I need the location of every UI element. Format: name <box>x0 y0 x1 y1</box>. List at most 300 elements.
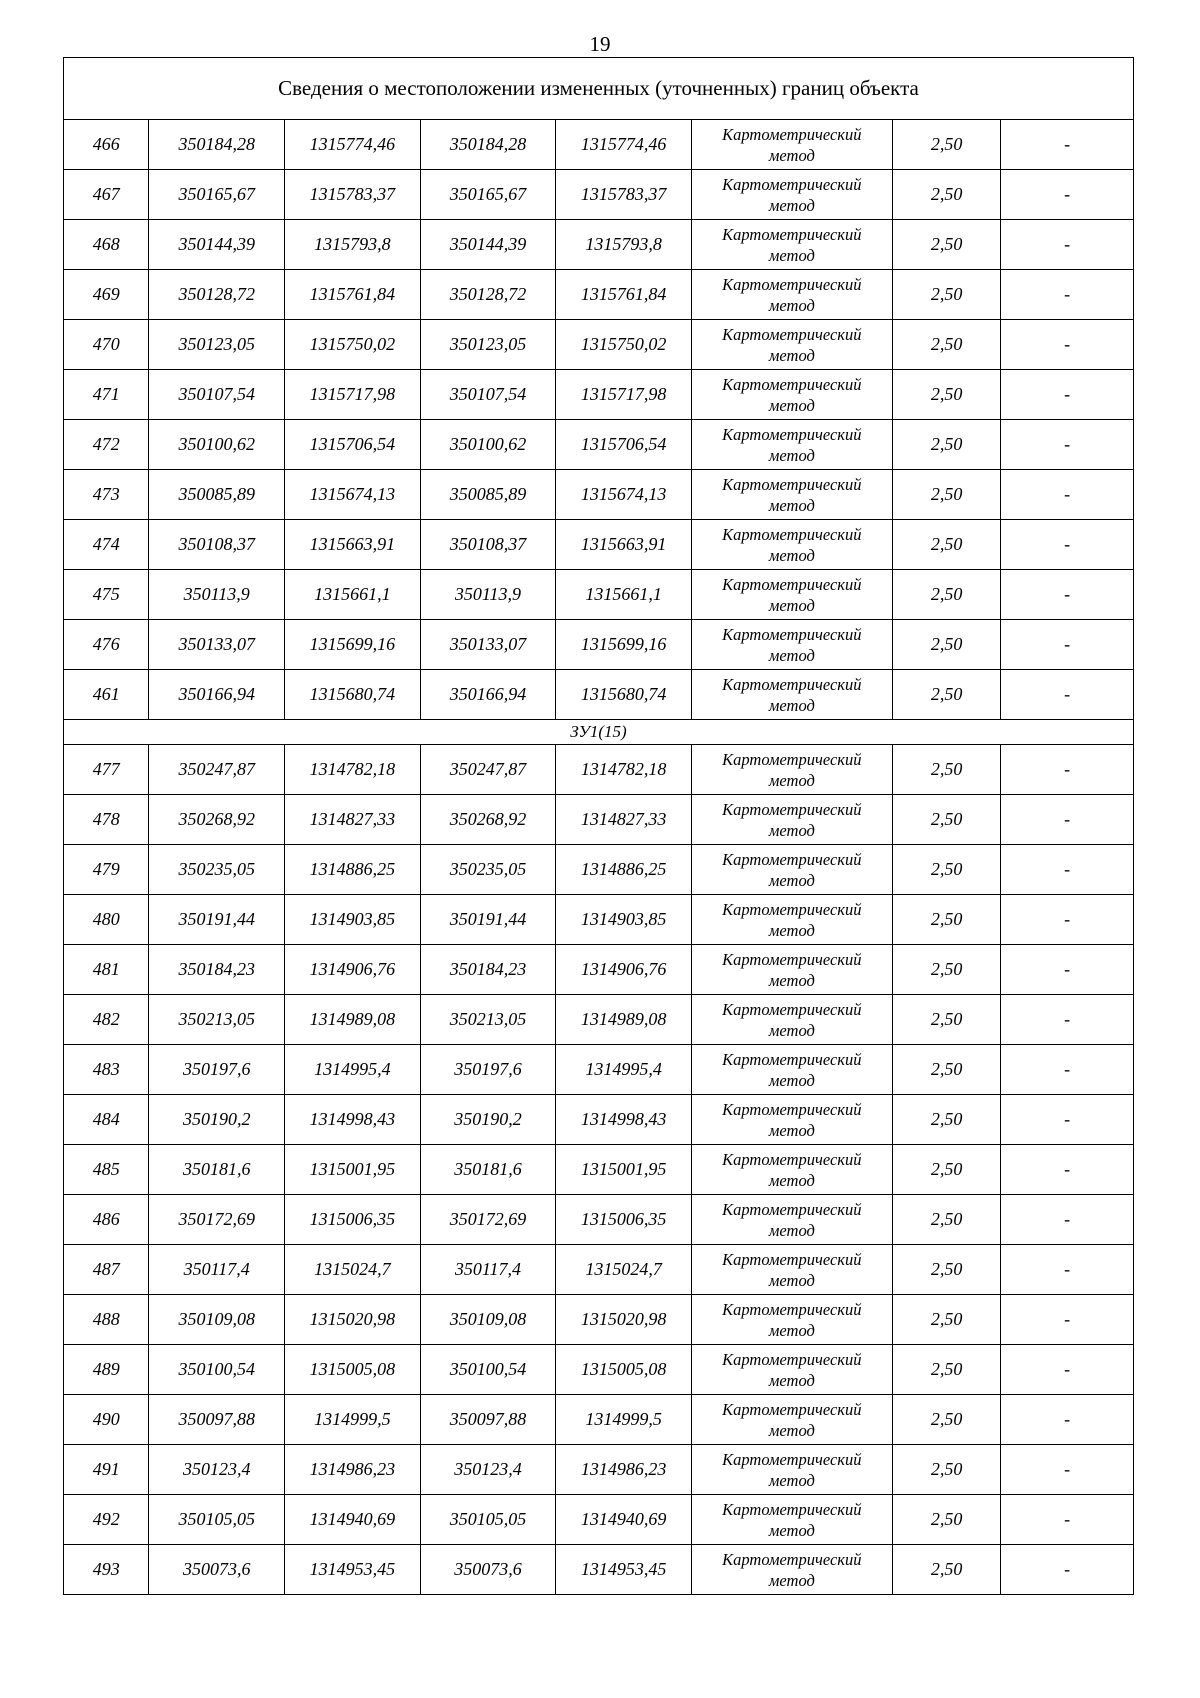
method-line-2: метод <box>768 920 815 940</box>
method-line-1: Картометрический <box>722 174 862 194</box>
method-line-2: метод <box>768 145 815 165</box>
description: - <box>1001 270 1134 320</box>
x-existing: 350073,6 <box>149 1545 285 1595</box>
accuracy: 2,50 <box>892 520 1001 570</box>
method-line-1: Картометрический <box>722 899 862 919</box>
y-existing: 1314940,69 <box>285 1495 421 1545</box>
point-number: 477 <box>64 745 149 795</box>
accuracy: 2,50 <box>892 370 1001 420</box>
table-row <box>64 1145 1134 1195</box>
table-row <box>64 520 1134 570</box>
point-number: 481 <box>64 945 149 995</box>
method-line-1: Картометрический <box>722 624 862 644</box>
accuracy: 2,50 <box>892 995 1001 1045</box>
point-number: 492 <box>64 1495 149 1545</box>
method-line-1: Картометрический <box>722 1149 862 1169</box>
description: - <box>1001 1445 1134 1495</box>
method-line-2: метод <box>768 1020 815 1040</box>
method-cell <box>691 945 892 995</box>
y-existing: 1315717,98 <box>285 370 421 420</box>
y-refined: 1315783,37 <box>556 170 692 220</box>
method-cell <box>691 570 892 620</box>
point-number: 483 <box>64 1045 149 1095</box>
x-existing: 350105,05 <box>149 1495 285 1545</box>
method-line-1: Картометрический <box>722 799 862 819</box>
method-line-1: Картометрический <box>722 1099 862 1119</box>
x-existing: 350085,89 <box>149 470 285 520</box>
description: - <box>1001 1295 1134 1345</box>
x-existing: 350213,05 <box>149 995 285 1045</box>
method-line-2: метод <box>768 770 815 790</box>
method-cell <box>691 270 892 320</box>
table-row <box>64 270 1134 320</box>
description: - <box>1001 1045 1134 1095</box>
x-existing: 350166,94 <box>149 670 285 720</box>
method-cell <box>691 620 892 670</box>
description: - <box>1001 220 1134 270</box>
point-number: 490 <box>64 1395 149 1445</box>
method-line-2: метод <box>768 1220 815 1240</box>
y-existing: 1314903,85 <box>285 895 421 945</box>
x-refined: 350247,87 <box>420 745 556 795</box>
method-line-2: метод <box>768 695 815 715</box>
y-refined: 1315706,54 <box>556 420 692 470</box>
method-line-2: метод <box>768 245 815 265</box>
table-row <box>64 1545 1134 1595</box>
table-row <box>64 945 1134 995</box>
x-existing: 350109,08 <box>149 1295 285 1345</box>
x-existing: 350113,9 <box>149 570 285 620</box>
accuracy: 2,50 <box>892 1545 1001 1595</box>
accuracy: 2,50 <box>892 1345 1001 1395</box>
point-number: 471 <box>64 370 149 420</box>
method-cell <box>691 1295 892 1345</box>
x-existing: 350268,92 <box>149 795 285 845</box>
y-existing: 1315024,7 <box>285 1245 421 1295</box>
description: - <box>1001 845 1134 895</box>
accuracy: 2,50 <box>892 1445 1001 1495</box>
accuracy: 2,50 <box>892 220 1001 270</box>
method-cell <box>691 1495 892 1545</box>
x-existing: 350190,2 <box>149 1095 285 1145</box>
y-refined: 1314903,85 <box>556 895 692 945</box>
x-refined: 350197,6 <box>420 1045 556 1095</box>
description: - <box>1001 1495 1134 1545</box>
method-cell <box>691 320 892 370</box>
table-row <box>64 120 1134 170</box>
method-line-2: метод <box>768 1270 815 1290</box>
accuracy: 2,50 <box>892 795 1001 845</box>
accuracy: 2,50 <box>892 420 1001 470</box>
y-refined: 1315024,7 <box>556 1245 692 1295</box>
group-row <box>64 720 1134 745</box>
y-refined: 1315699,16 <box>556 620 692 670</box>
table-row <box>64 1445 1134 1495</box>
y-refined: 1315793,8 <box>556 220 692 270</box>
y-existing: 1315706,54 <box>285 420 421 470</box>
y-existing: 1315793,8 <box>285 220 421 270</box>
method-line-1: Картометрический <box>722 574 862 594</box>
table-row <box>64 1295 1134 1345</box>
accuracy: 2,50 <box>892 470 1001 520</box>
description: - <box>1001 570 1134 620</box>
method-cell <box>691 220 892 270</box>
accuracy: 2,50 <box>892 895 1001 945</box>
x-existing: 350117,4 <box>149 1245 285 1295</box>
accuracy: 2,50 <box>892 670 1001 720</box>
method-cell <box>691 1445 892 1495</box>
method-line-2: метод <box>768 645 815 665</box>
method-line-2: метод <box>768 1070 815 1090</box>
method-line-2: метод <box>768 495 815 515</box>
method-line-2: метод <box>768 345 815 365</box>
table-row <box>64 1245 1134 1295</box>
point-number: 472 <box>64 420 149 470</box>
x-existing: 350100,62 <box>149 420 285 470</box>
table-row <box>64 795 1134 845</box>
point-number: 470 <box>64 320 149 370</box>
description: - <box>1001 370 1134 420</box>
x-refined: 350100,62 <box>420 420 556 470</box>
description: - <box>1001 1195 1134 1245</box>
y-existing: 1314953,45 <box>285 1545 421 1595</box>
y-existing: 1315680,74 <box>285 670 421 720</box>
description: - <box>1001 745 1134 795</box>
point-number: 484 <box>64 1095 149 1145</box>
y-refined: 1314886,25 <box>556 845 692 895</box>
x-refined: 350191,44 <box>420 895 556 945</box>
table-row <box>64 170 1134 220</box>
table-row <box>64 995 1134 1045</box>
y-existing: 1314999,5 <box>285 1395 421 1445</box>
x-existing: 350181,6 <box>149 1145 285 1195</box>
y-refined: 1314906,76 <box>556 945 692 995</box>
table-row <box>64 845 1134 895</box>
method-line-1: Картометрический <box>722 324 862 344</box>
method-line-1: Картометрический <box>722 374 862 394</box>
table-title: Сведения о местоположении измененных (уточненных) границ объекта <box>64 58 1134 120</box>
y-existing: 1314986,23 <box>285 1445 421 1495</box>
description: - <box>1001 795 1134 845</box>
y-refined: 1314999,5 <box>556 1395 692 1445</box>
y-existing: 1315774,46 <box>285 120 421 170</box>
point-number: 479 <box>64 845 149 895</box>
x-refined: 350190,2 <box>420 1095 556 1145</box>
x-existing: 350100,54 <box>149 1345 285 1395</box>
accuracy: 2,50 <box>892 745 1001 795</box>
x-existing: 350184,23 <box>149 945 285 995</box>
method-line-1: Картометрический <box>722 674 862 694</box>
method-line-1: Картометрический <box>722 1299 862 1319</box>
point-number: 489 <box>64 1345 149 1395</box>
method-line-1: Картометрический <box>722 224 862 244</box>
table-row <box>64 1395 1134 1445</box>
x-refined: 350109,08 <box>420 1295 556 1345</box>
method-line-2: метод <box>768 295 815 315</box>
table-row <box>64 570 1134 620</box>
x-existing: 350247,87 <box>149 745 285 795</box>
point-number: 476 <box>64 620 149 670</box>
method-cell <box>691 1395 892 1445</box>
x-refined: 350128,72 <box>420 270 556 320</box>
method-line-2: метод <box>768 445 815 465</box>
x-existing: 350107,54 <box>149 370 285 420</box>
y-existing: 1315663,91 <box>285 520 421 570</box>
x-refined: 350105,05 <box>420 1495 556 1545</box>
table-row <box>64 1195 1134 1245</box>
table-row <box>64 370 1134 420</box>
method-cell <box>691 1345 892 1395</box>
x-refined: 350117,4 <box>420 1245 556 1295</box>
x-refined: 350213,05 <box>420 995 556 1045</box>
method-line-1: Картометрический <box>722 424 862 444</box>
description: - <box>1001 895 1134 945</box>
point-number: 469 <box>64 270 149 320</box>
point-number: 487 <box>64 1245 149 1295</box>
method-cell <box>691 170 892 220</box>
x-existing: 350235,05 <box>149 845 285 895</box>
x-existing: 350133,07 <box>149 620 285 670</box>
y-refined: 1315761,84 <box>556 270 692 320</box>
description: - <box>1001 670 1134 720</box>
point-number: 466 <box>64 120 149 170</box>
point-number: 493 <box>64 1545 149 1595</box>
x-existing: 350123,4 <box>149 1445 285 1495</box>
x-existing: 350165,67 <box>149 170 285 220</box>
method-line-1: Картометрический <box>722 1499 862 1519</box>
table-row <box>64 320 1134 370</box>
method-line-2: метод <box>768 1420 815 1440</box>
table-row <box>64 1495 1134 1545</box>
table-row <box>64 470 1134 520</box>
x-existing: 350172,69 <box>149 1195 285 1245</box>
method-line-1: Картометрический <box>722 524 862 544</box>
accuracy: 2,50 <box>892 1295 1001 1345</box>
method-line-2: метод <box>768 545 815 565</box>
method-line-2: метод <box>768 1470 815 1490</box>
x-existing: 350108,37 <box>149 520 285 570</box>
accuracy: 2,50 <box>892 1495 1001 1545</box>
method-line-2: метод <box>768 970 815 990</box>
x-existing: 350097,88 <box>149 1395 285 1445</box>
point-number: 468 <box>64 220 149 270</box>
point-number: 478 <box>64 795 149 845</box>
y-refined: 1315774,46 <box>556 120 692 170</box>
y-existing: 1315020,98 <box>285 1295 421 1345</box>
y-refined: 1315020,98 <box>556 1295 692 1345</box>
method-cell <box>691 1545 892 1595</box>
x-refined: 350165,67 <box>420 170 556 220</box>
description: - <box>1001 1145 1134 1195</box>
method-line-1: Картометрический <box>722 1399 862 1419</box>
method-cell <box>691 1145 892 1195</box>
table-row <box>64 420 1134 470</box>
boundary-coordinates-table <box>63 57 1134 1595</box>
table-row <box>64 1345 1134 1395</box>
y-existing: 1315006,35 <box>285 1195 421 1245</box>
x-refined: 350184,28 <box>420 120 556 170</box>
method-line-2: метод <box>768 1170 815 1190</box>
method-line-1: Картометрический <box>722 124 862 144</box>
description: - <box>1001 1545 1134 1595</box>
description: - <box>1001 170 1134 220</box>
accuracy: 2,50 <box>892 120 1001 170</box>
method-cell <box>691 795 892 845</box>
table-row <box>64 670 1134 720</box>
y-existing: 1314989,08 <box>285 995 421 1045</box>
method-line-1: Картометрический <box>722 1249 862 1269</box>
y-existing: 1314998,43 <box>285 1095 421 1145</box>
description: - <box>1001 945 1134 995</box>
x-refined: 350107,54 <box>420 370 556 420</box>
x-existing: 350184,28 <box>149 120 285 170</box>
method-cell <box>691 845 892 895</box>
method-line-2: метод <box>768 395 815 415</box>
method-cell <box>691 1095 892 1145</box>
y-refined: 1315005,08 <box>556 1345 692 1395</box>
method-line-2: метод <box>768 195 815 215</box>
table-row <box>64 1045 1134 1095</box>
table-body <box>64 58 1134 1595</box>
table-row <box>64 620 1134 670</box>
method-line-1: Картометрический <box>722 749 862 769</box>
x-refined: 350100,54 <box>420 1345 556 1395</box>
table-row <box>64 1095 1134 1145</box>
point-number: 486 <box>64 1195 149 1245</box>
x-existing: 350191,44 <box>149 895 285 945</box>
y-refined: 1314782,18 <box>556 745 692 795</box>
x-refined: 350184,23 <box>420 945 556 995</box>
description: - <box>1001 1345 1134 1395</box>
description: - <box>1001 1245 1134 1295</box>
x-existing: 350144,39 <box>149 220 285 270</box>
method-line-2: метод <box>768 1120 815 1140</box>
y-existing: 1315005,08 <box>285 1345 421 1395</box>
x-existing: 350197,6 <box>149 1045 285 1095</box>
table-row <box>64 895 1134 945</box>
y-existing: 1315750,02 <box>285 320 421 370</box>
y-existing: 1314995,4 <box>285 1045 421 1095</box>
page-number: 19 <box>589 32 611 56</box>
method-line-1: Картометрический <box>722 949 862 969</box>
accuracy: 2,50 <box>892 1195 1001 1245</box>
y-existing: 1314906,76 <box>285 945 421 995</box>
x-refined: 350181,6 <box>420 1145 556 1195</box>
table-row <box>64 220 1134 270</box>
method-line-2: метод <box>768 1520 815 1540</box>
x-existing: 350123,05 <box>149 320 285 370</box>
accuracy: 2,50 <box>892 1095 1001 1145</box>
y-existing: 1315001,95 <box>285 1145 421 1195</box>
x-refined: 350113,9 <box>420 570 556 620</box>
table-header-row <box>64 58 1134 120</box>
description: - <box>1001 995 1134 1045</box>
x-refined: 350235,05 <box>420 845 556 895</box>
x-refined: 350133,07 <box>420 620 556 670</box>
method-line-1: Картометрический <box>722 1049 862 1069</box>
y-refined: 1315663,91 <box>556 520 692 570</box>
method-cell <box>691 470 892 520</box>
y-refined: 1315717,98 <box>556 370 692 420</box>
method-line-2: метод <box>768 820 815 840</box>
method-line-1: Картометрический <box>722 474 862 494</box>
description: - <box>1001 620 1134 670</box>
point-number: 475 <box>64 570 149 620</box>
method-cell <box>691 1045 892 1095</box>
x-refined: 350268,92 <box>420 795 556 845</box>
method-line-2: метод <box>768 1370 815 1390</box>
accuracy: 2,50 <box>892 1245 1001 1295</box>
accuracy: 2,50 <box>892 620 1001 670</box>
method-line-2: метод <box>768 870 815 890</box>
table-row <box>64 745 1134 795</box>
description: - <box>1001 470 1134 520</box>
method-cell <box>691 895 892 945</box>
method-cell <box>691 995 892 1045</box>
point-number: 482 <box>64 995 149 1045</box>
description: - <box>1001 520 1134 570</box>
point-number: 474 <box>64 520 149 570</box>
method-cell <box>691 370 892 420</box>
y-refined: 1314998,43 <box>556 1095 692 1145</box>
point-number: 473 <box>64 470 149 520</box>
y-existing: 1314827,33 <box>285 795 421 845</box>
point-number: 467 <box>64 170 149 220</box>
description: - <box>1001 1095 1134 1145</box>
method-cell <box>691 520 892 570</box>
method-line-1: Картометрический <box>722 1349 862 1369</box>
method-cell <box>691 745 892 795</box>
y-refined: 1314989,08 <box>556 995 692 1045</box>
point-number: 488 <box>64 1295 149 1345</box>
y-refined: 1315680,74 <box>556 670 692 720</box>
y-refined: 1314940,69 <box>556 1495 692 1545</box>
description: - <box>1001 320 1134 370</box>
x-refined: 350123,4 <box>420 1445 556 1495</box>
x-refined: 350085,89 <box>420 470 556 520</box>
point-number: 485 <box>64 1145 149 1195</box>
y-refined: 1315661,1 <box>556 570 692 620</box>
method-line-2: метод <box>768 1320 815 1340</box>
method-line-1: Картометрический <box>722 1199 862 1219</box>
y-existing: 1315661,1 <box>285 570 421 620</box>
accuracy: 2,50 <box>892 570 1001 620</box>
method-cell <box>691 120 892 170</box>
y-existing: 1315761,84 <box>285 270 421 320</box>
description: - <box>1001 120 1134 170</box>
y-existing: 1314782,18 <box>285 745 421 795</box>
group-label: ЗУ1(15) <box>64 720 1134 745</box>
x-refined: 350144,39 <box>420 220 556 270</box>
y-existing: 1314886,25 <box>285 845 421 895</box>
method-line-1: Картометрический <box>722 849 862 869</box>
method-cell <box>691 670 892 720</box>
method-cell <box>691 1195 892 1245</box>
point-number: 461 <box>64 670 149 720</box>
point-number: 480 <box>64 895 149 945</box>
x-refined: 350073,6 <box>420 1545 556 1595</box>
accuracy: 2,50 <box>892 320 1001 370</box>
y-refined: 1315750,02 <box>556 320 692 370</box>
y-refined: 1315001,95 <box>556 1145 692 1195</box>
method-line-1: Картометрический <box>722 274 862 294</box>
x-refined: 350108,37 <box>420 520 556 570</box>
accuracy: 2,50 <box>892 945 1001 995</box>
y-refined: 1315674,13 <box>556 470 692 520</box>
x-refined: 350097,88 <box>420 1395 556 1445</box>
accuracy: 2,50 <box>892 170 1001 220</box>
accuracy: 2,50 <box>892 845 1001 895</box>
